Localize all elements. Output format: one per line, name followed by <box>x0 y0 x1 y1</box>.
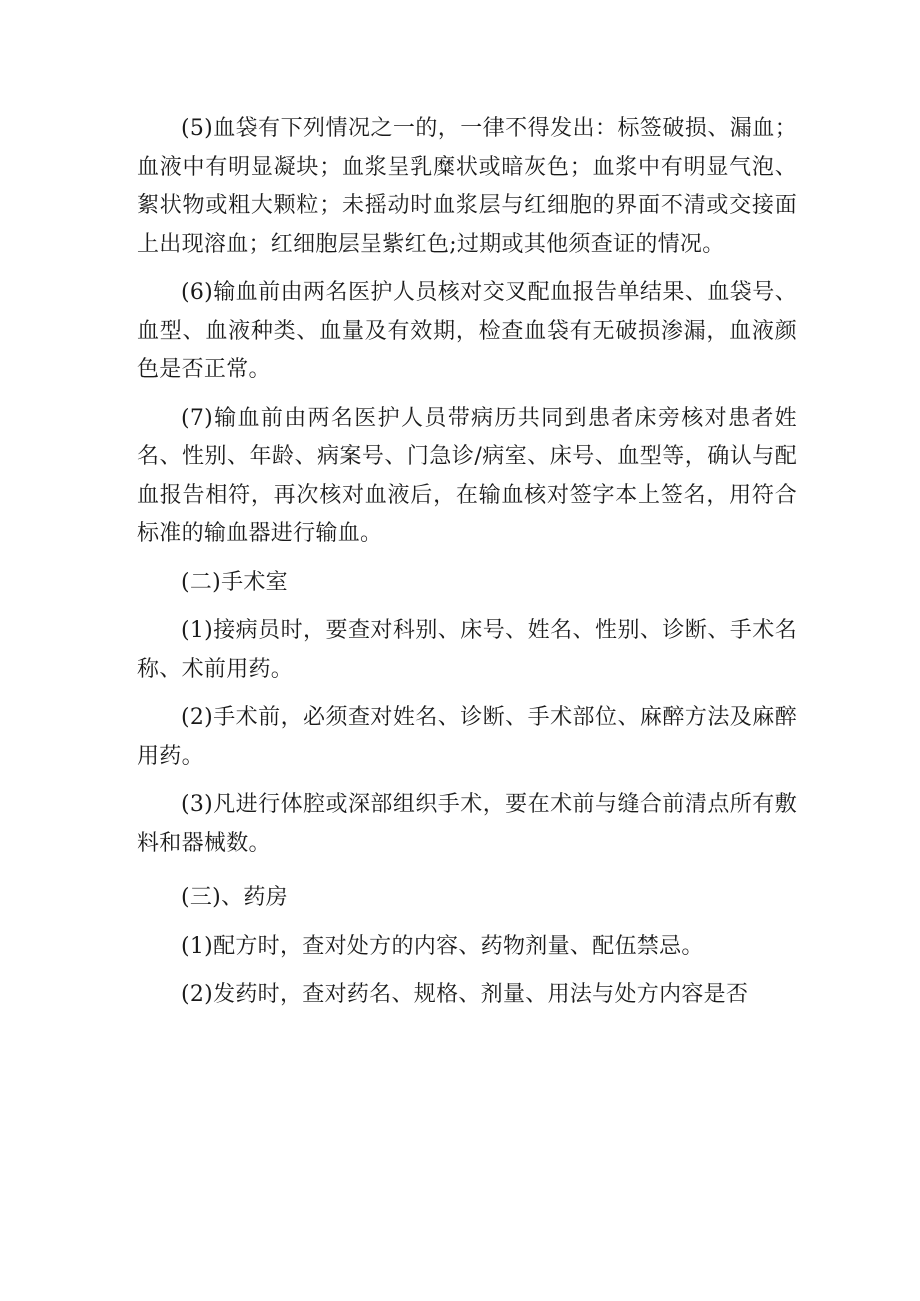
section-heading-pharmacy: (三)、药房 <box>181 885 288 910</box>
paragraph-issuing-check: (2)发药时，查对药名、规格、剂量、用法与处方内容是否 <box>181 982 749 1007</box>
paragraph-instrument-count: (3)凡进行体腔或深部组织手术，要在术前与缝合前清点所有敷料和器械数。 <box>137 792 797 856</box>
paragraph-patient-reception: (1)接病员时，要查对科别、床号、姓名、性别、诊断、手术名称、术前用药。 <box>137 618 797 682</box>
section-heading-operating-room: (二)手术室 <box>181 569 288 595</box>
paragraph-bedside-verification: (7)输血前由两名医护人员带病历共同到患者床旁核对患者姓名、性别、年龄、病案号、门急诊/病室、床号、血型等，确认与配血报告相符，再次核对血液后，在输血核对签字本上签名，用符合标准的输血器进行输血。 <box>137 405 797 546</box>
paragraph-pre-surgery-check: (2)手术前，必须查对姓名、诊断、手术部位、麻醉方法及麻醉用药。 <box>137 705 797 769</box>
paragraph-pre-transfusion-check: (6)输血前由两名医护人员核对交叉配血报告单结果、血袋号、血型、血液种类、血量及有效期，检查血袋有无破损渗漏，血液颜色是否正常。 <box>137 280 797 382</box>
document-body <box>137 110 797 1015</box>
paragraph-dispensing-check: (1)配方时，查对处方的内容、药物剂量、配伍禁忌。 <box>181 933 704 959</box>
paragraph-blood-bag-conditions: (5)血袋有下列情况之一的，一律不得发出：标签破损、漏血；血液中有明显凝块；血浆呈乳糜状或暗灰色；血浆中有明显气泡、絮状物或粗大颗粒；未摇动时血浆层与红细胞的界面不清或交接面上出现溶血；红细胞层呈紫红色;过期或其他须查证的情况。 <box>137 116 797 257</box>
